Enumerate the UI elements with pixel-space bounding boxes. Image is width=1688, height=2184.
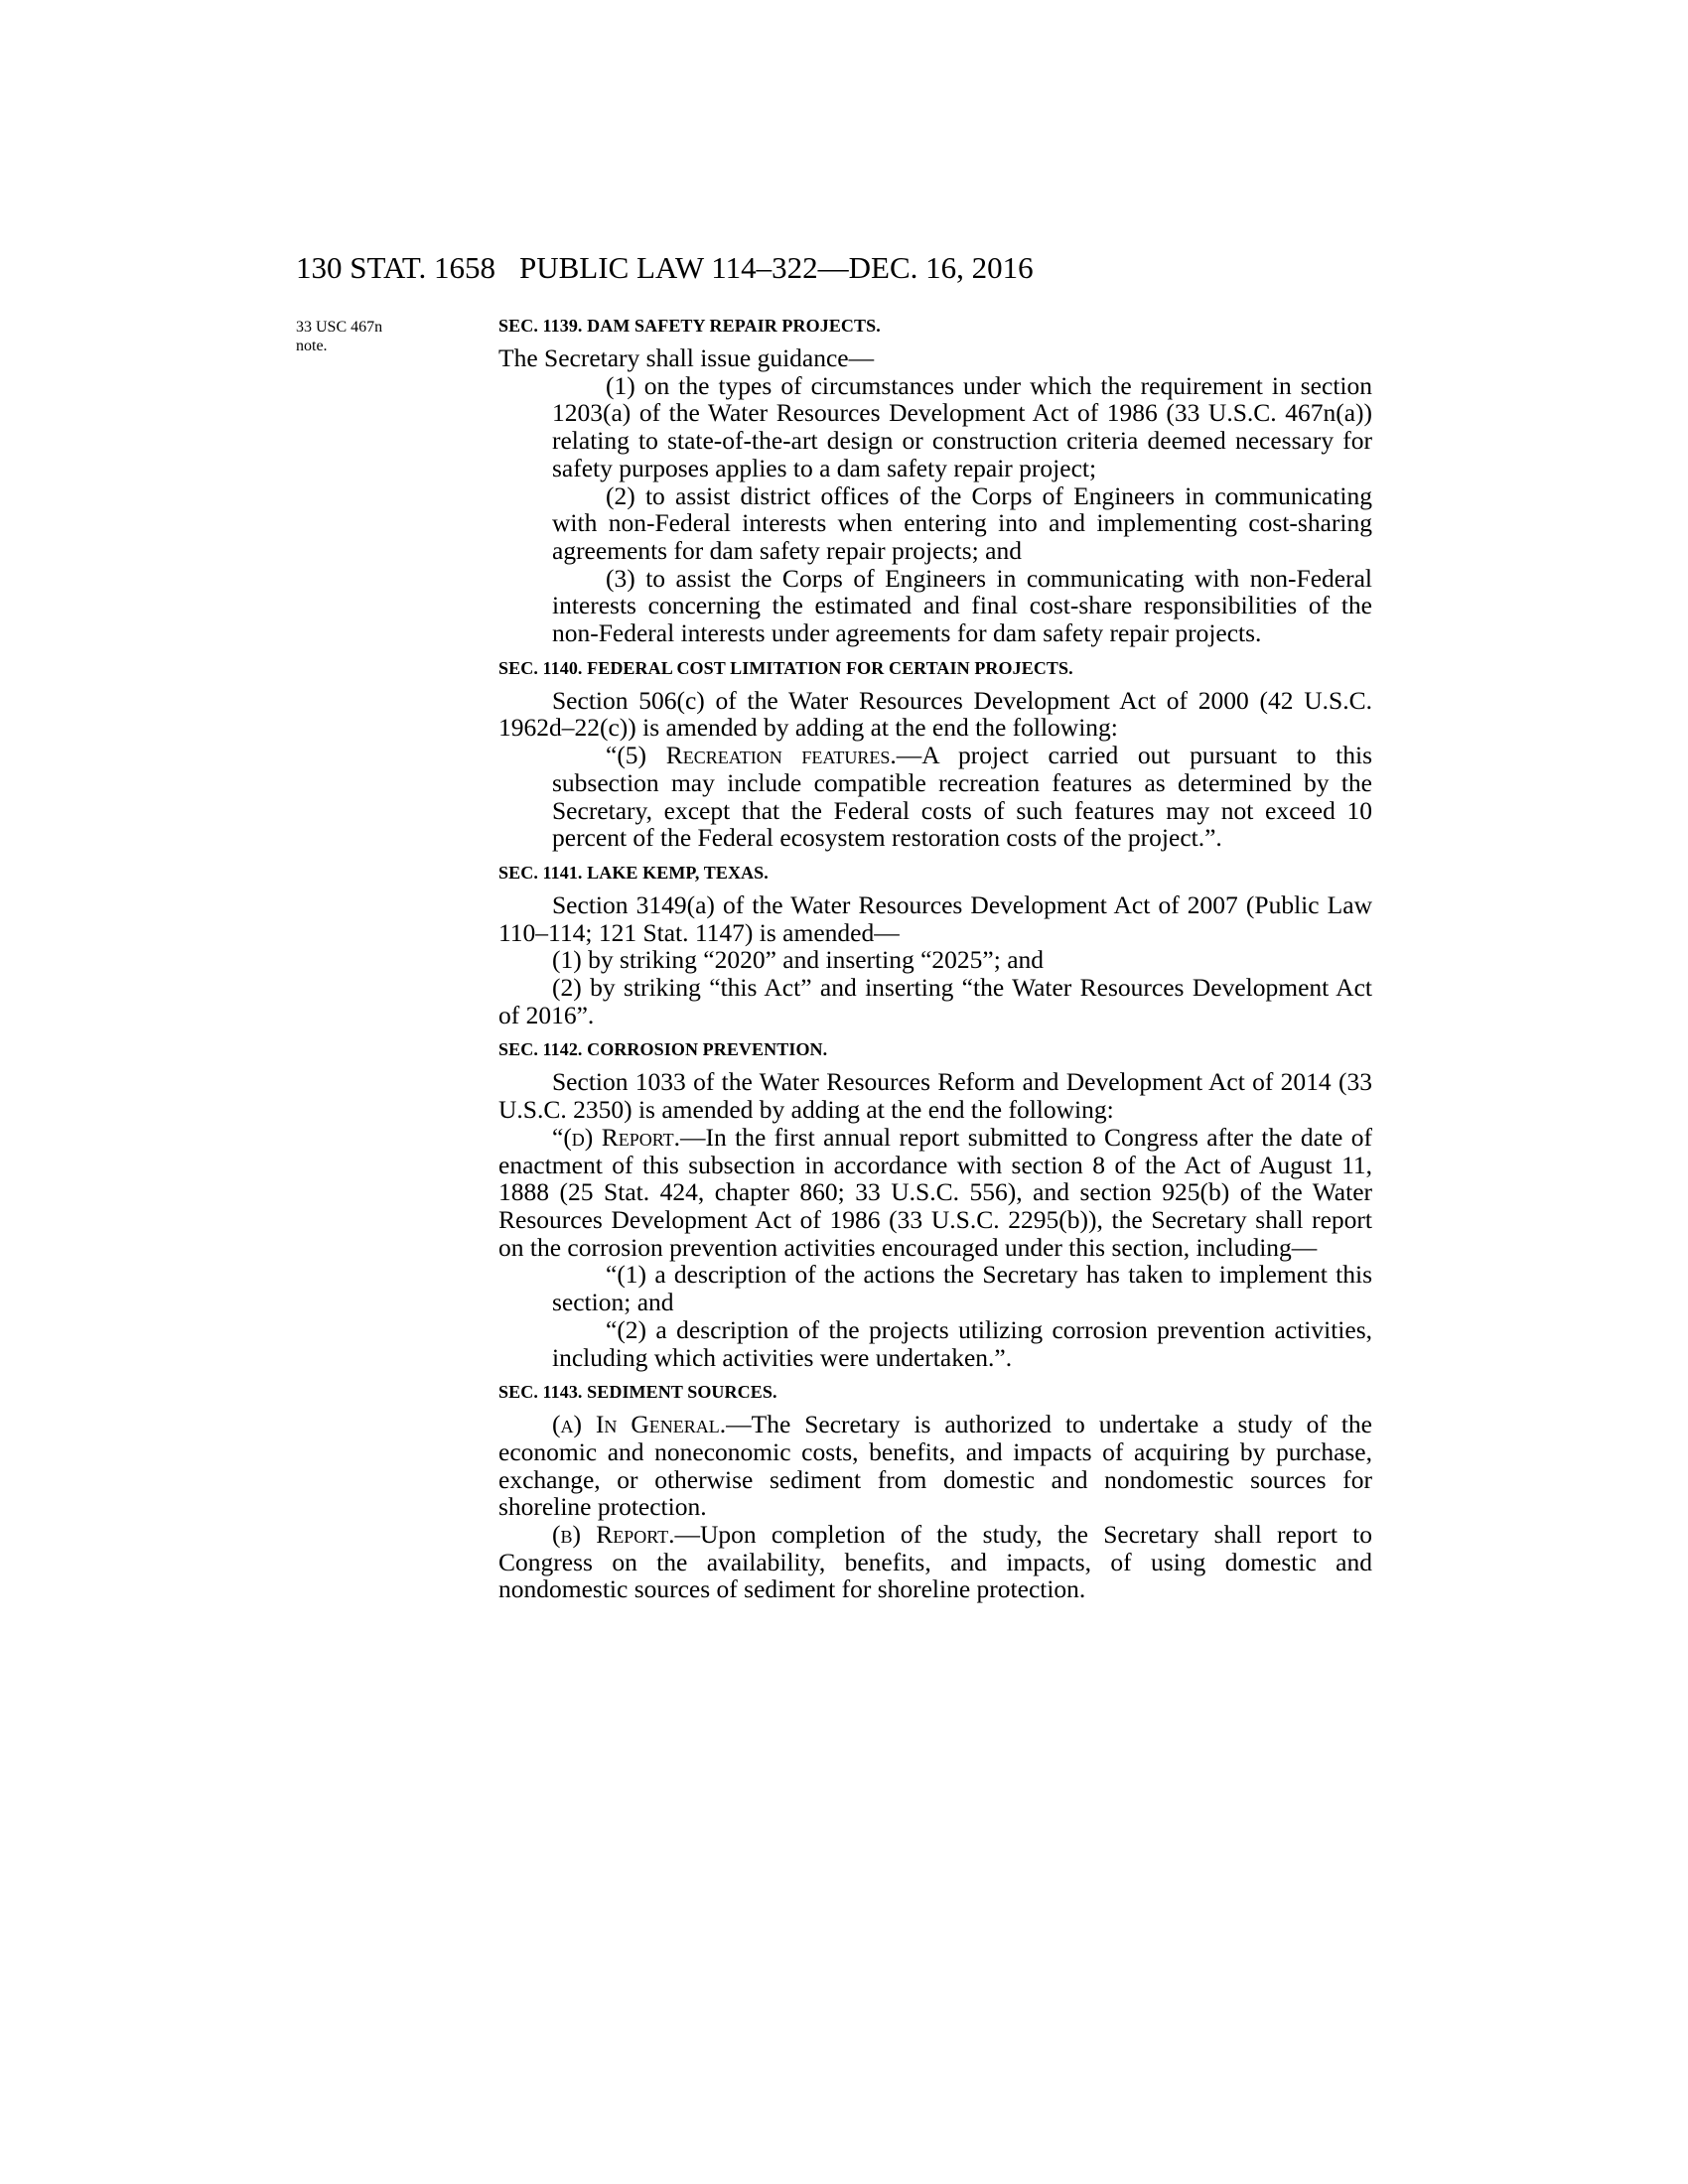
section-heading: SEC. 1141. LAKE KEMP, TEXAS. (498, 862, 769, 883)
subsection-label: “(d) Report. (552, 1122, 680, 1152)
paragraph-text: —A project carried out pursuant to this subsection may include compatible recreation features as determined by the Secretary, except that the Federal costs of such features may not exceed 10 percent of the Federal ecosystem restoration costs of the project.”. (552, 741, 1372, 853)
subsection-label: (a) In General. (552, 1410, 727, 1439)
section-body (498, 344, 1372, 647)
quoted-amendment (498, 742, 1372, 852)
subsection-text: —Upon completion of the study, the Secretary shall report to Congress on the availability, benefits, and impacts, of using domestic and nondomestic sources of sediment for shoreline protection. (498, 1520, 1372, 1604)
subsection (498, 1521, 1372, 1603)
section-1141 (498, 862, 1372, 1029)
public-law-title: PUBLIC LAW 114–322—DEC. 16, 2016 (519, 250, 1034, 285)
quoted-subsection (498, 1124, 1372, 1262)
page-header (0, 250, 1688, 294)
paragraph: (2) by striking “this Act” and inserting “the Water Resources Development Act of 2016”. (498, 973, 1372, 1029)
section-intro: Section 3149(a) of the Water Resources Development Act of 2007 (Public Law 110–114; 121 Stat. 1147) is amended— (498, 889, 1372, 947)
margin-note-line: 33 USC 467n (296, 319, 383, 336)
margin-note-line: note. (296, 338, 328, 354)
main-content (498, 315, 1372, 1603)
paragraph-list (498, 372, 1372, 647)
section-heading: SEC. 1140. FEDERAL COST LIMITATION FOR CERTAIN PROJECTS. (498, 657, 1073, 678)
section-intro: The Secretary shall issue guidance— (498, 343, 875, 372)
subsection-label: (b) Report. (552, 1520, 675, 1550)
section-1140 (498, 657, 1372, 852)
quoted-paragraph (552, 742, 1372, 852)
section-heading: SEC. 1143. SEDIMENT SOURCES. (498, 1382, 777, 1403)
section-heading: SEC. 1142. CORROSION PREVENTION. (498, 1039, 828, 1060)
section-body (498, 687, 1372, 852)
section-body (498, 1411, 1372, 1603)
paragraph-list (498, 1261, 1372, 1371)
section-1142 (498, 1038, 1372, 1371)
subsection (498, 1411, 1372, 1521)
paragraph: (1) by striking “2020” and inserting “2025”; and (552, 945, 1045, 975)
paragraph-label: “(5) Recreation features. (606, 741, 897, 770)
paragraph: (2) to assist district offices of the Corps of Engineers in communicating with non-Federal interests when entering into and implementing cost-sharing agreements for dam safety repair projects; and (552, 480, 1372, 565)
subsection-text: —The Secretary is authorized to undertake a study of the economic and noneconomic costs, benefits, and impacts of acquiring by purchase, exchange, or otherwise sediment from domestic and nondomestic sources for shoreline protection. (498, 1410, 1372, 1522)
section-intro: Section 1033 of the Water Resources Reform and Development Act of 2014 (33 U.S.C. 2350) is amended by adding at the end the following: (498, 1067, 1372, 1125)
section-body (498, 891, 1372, 1029)
section-1139 (498, 315, 1372, 647)
paragraph: (1) on the types of circumstances under which the requirement in section 1203(a) of the Water Resources Development Act of 1986 (33 U.S.C. 467n(a)) relating to state-of-the-art design or construction criteria deemed necessary for safety purposes applies to a dam safety repair project; (552, 370, 1372, 482)
stat-page-number: 130 STAT. 1658 (296, 250, 496, 285)
paragraph: “(2) a description of the projects utilizing corrosion prevention activities, including which activities were undertaken.”. (552, 1314, 1372, 1372)
section-heading: SEC. 1139. DAM SAFETY REPAIR PROJECTS. (498, 316, 881, 336)
section-1143 (498, 1381, 1372, 1603)
subsection-text: —In the first annual report submitted to Congress after the date of enactment of this subsection in accordance with section 8 of the Act of August 11, 1888 (25 Stat. 424, chapter 860; 33 U.S.C. 556), and section 925(b) of the Water Resources Development Act of 1986 (33 U.S.C. 2295(b)), the Secretary shall report on the corrosion prevention activities encouraged under this section, including— (498, 1122, 1372, 1262)
section-body (498, 1068, 1372, 1371)
paragraph: “(1) a description of the actions the Secretary has taken to implement this section; and (552, 1260, 1372, 1317)
paragraph: (3) to assist the Corps of Engineers in communicating with non-Federal interests concerning the estimated and final cost-share responsibilities of the non-Federal interests under agreements for dam safety repair projects. (552, 563, 1372, 648)
section-intro: Section 506(c) of the Water Resources Development Act of 2000 (42 U.S.C. 1962d–22(c)) is amended by adding at the end the following: (498, 685, 1372, 743)
margin-citation-note (296, 318, 382, 355)
